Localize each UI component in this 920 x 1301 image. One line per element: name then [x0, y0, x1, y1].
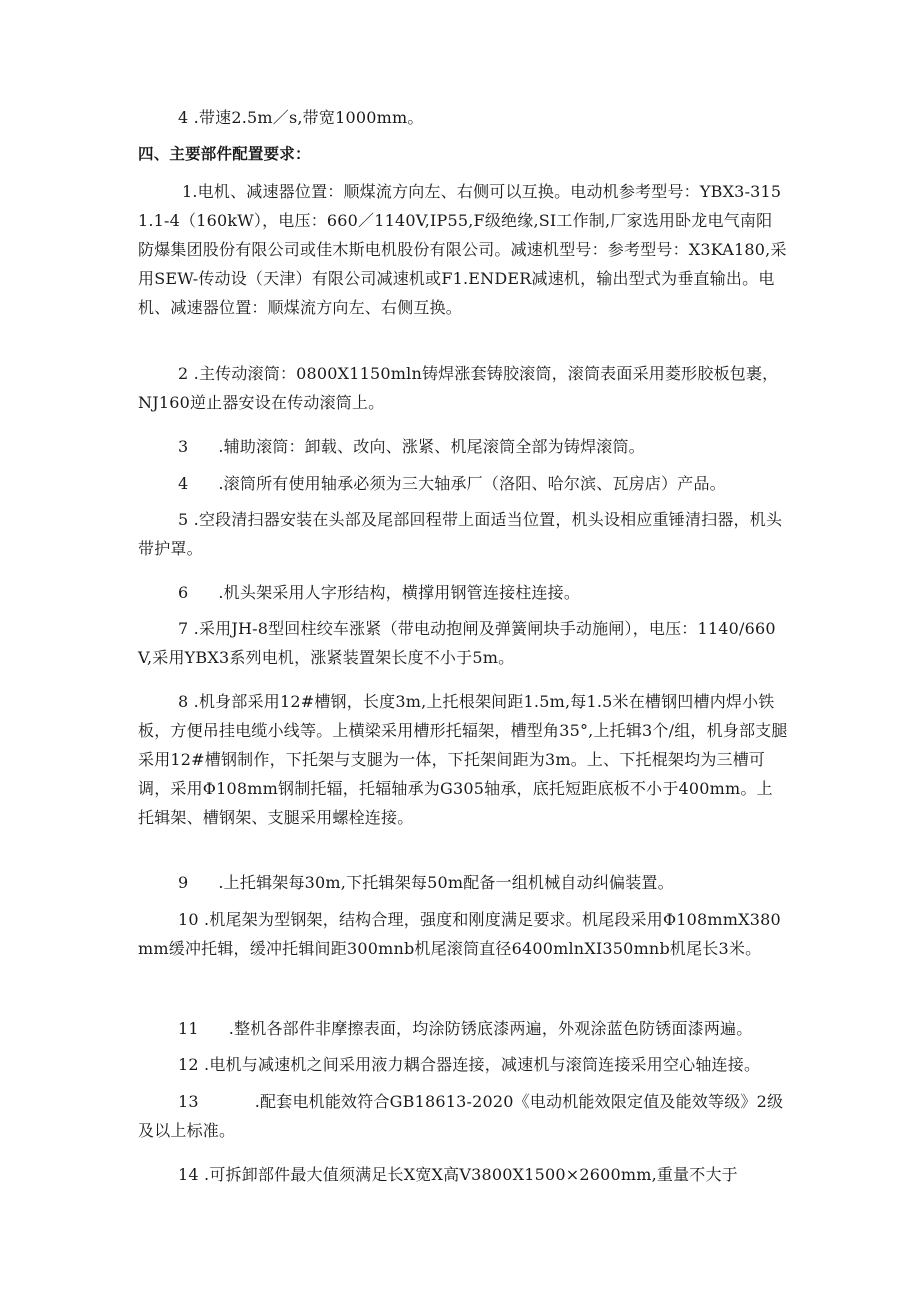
item-6	[138, 578, 788, 607]
item-13	[138, 1087, 788, 1145]
item-number: 9	[178, 873, 189, 892]
section-heading: 四、主要部件配置要求：	[138, 145, 311, 163]
item-number: 5 .	[178, 510, 199, 529]
item-14	[138, 1160, 788, 1189]
item-number: 10 .	[178, 910, 210, 929]
item-text: 电机、减速器位置：顺煤流方向左、右侧可以互换。电动机参考型号：YBX3-3151.1-4（160kW），电压：660／1140V,IP55,F级绝缘,SI工作制,厂家选用卧龙电气南阳防爆集团股份有限公司或佳木斯电机股份有限公司。减速机型号：参考型号：X3KA180,采用SEW-传动设（天津）有限公司减速机或F1.ENDER减速机，输出型式为垂直输出。电机、减速器位置：顺煤流方向左、右侧互换。	[138, 182, 787, 317]
item-text: .上托辑架每30m,下托辑架每50m配备一组机械自动纠偏装置。	[218, 873, 674, 892]
item-number: 3	[178, 437, 189, 456]
item-number: 11	[178, 1019, 199, 1038]
item-5	[138, 505, 788, 563]
item-text: .机头架采用人字形结构，横撑用钢管连接柱连接。	[218, 583, 581, 602]
item-12	[138, 1050, 788, 1079]
item-7	[138, 614, 788, 672]
item-text: 电机与减速机之间采用液力耦合器连接，减速机与滚筒连接采用空心轴连接。	[209, 1055, 761, 1074]
item-number: 7 .	[178, 619, 199, 638]
item-number: 1.	[182, 182, 198, 201]
item-9	[138, 868, 788, 897]
item-number: 6	[178, 583, 189, 602]
item-text: 空段清扫器安装在头部及尾部回程带上面适当位置，机头设相应重锤清扫器，机头带护罩。	[138, 510, 783, 558]
item-10	[138, 905, 788, 963]
item-text: 采用JH-8型回柱绞车涨紧（带电动抱闸及弹簧闸块手动施闸），电压：1140/660V,采用YBX3系列电机，涨紧装置架长度不小于5m。	[138, 619, 776, 667]
item-3	[138, 432, 788, 461]
item-number: 14 .	[178, 1165, 210, 1184]
item-number: 8 .	[178, 692, 199, 711]
item-text: 机尾架为型钢架，结构合理，强度和刚度满足要求。机尾段采用Φ108mmX380mm缓冲托辑，缓冲托辑间距300mnb机尾滚筒直径6400mlnXI350mnb机尾长3米。	[138, 910, 781, 958]
item-number: 2 .	[178, 364, 199, 383]
item-text: .配套电机能效符合GB18613-2020《电动机能效限定值及能效等级》2级及以上标准。	[138, 1092, 784, 1140]
item-4	[138, 469, 788, 498]
item-number: 12 .	[178, 1055, 210, 1074]
item-text: 主传动滚筒：0800X1150mln铸焊涨套铸胶滚筒，滚筒表面采用菱形胶板包裹，NJ160逆止器安设在传动滚筒上。	[138, 364, 779, 412]
item-text: 机身部采用12#槽钢，长度3m,上托根架间距1.5m,每1.5米在槽钢凹槽内焊小铁板，方便吊挂电缆小线等。上横梁采用槽形托辐架，槽型角35°,上托辑3个/组，机身部支腿采用12#槽钢制作，下托架与支腿为一体，下托架间距为3m。上、下托棍架均为三槽可调，采用Φ108mm钢制托辐，托辐轴承为G305轴承，底托短距底板不小于400mm。上托辑架、槽钢架、支腿采用螺栓连接。	[138, 692, 788, 827]
item-text: .滚筒所有使用轴承必须为三大轴承厂（洛阳、哈尔滨、瓦房店）产品。	[218, 474, 726, 493]
item-11	[138, 1014, 788, 1043]
item-number: 4	[178, 474, 189, 493]
line-belt-speed: 4 .带速2.5m／s,带宽1000mm。	[178, 108, 424, 127]
item-text: 可拆卸部件最大值须满足长X宽X高V3800X1500×2600mm,重量不大于	[209, 1165, 738, 1184]
item-number: 13	[178, 1092, 199, 1111]
item-text: .辅助滚筒：卸载、改向、涨紧、机尾滚筒全部为铸焊滚筒。	[218, 437, 645, 456]
item-2	[138, 359, 788, 417]
item-text: .整机各部件非摩擦表面，均涂防锈底漆两遍，外观涂蓝色防锈面漆两遍。	[228, 1019, 753, 1038]
item-1	[138, 177, 788, 322]
item-8	[138, 687, 788, 832]
